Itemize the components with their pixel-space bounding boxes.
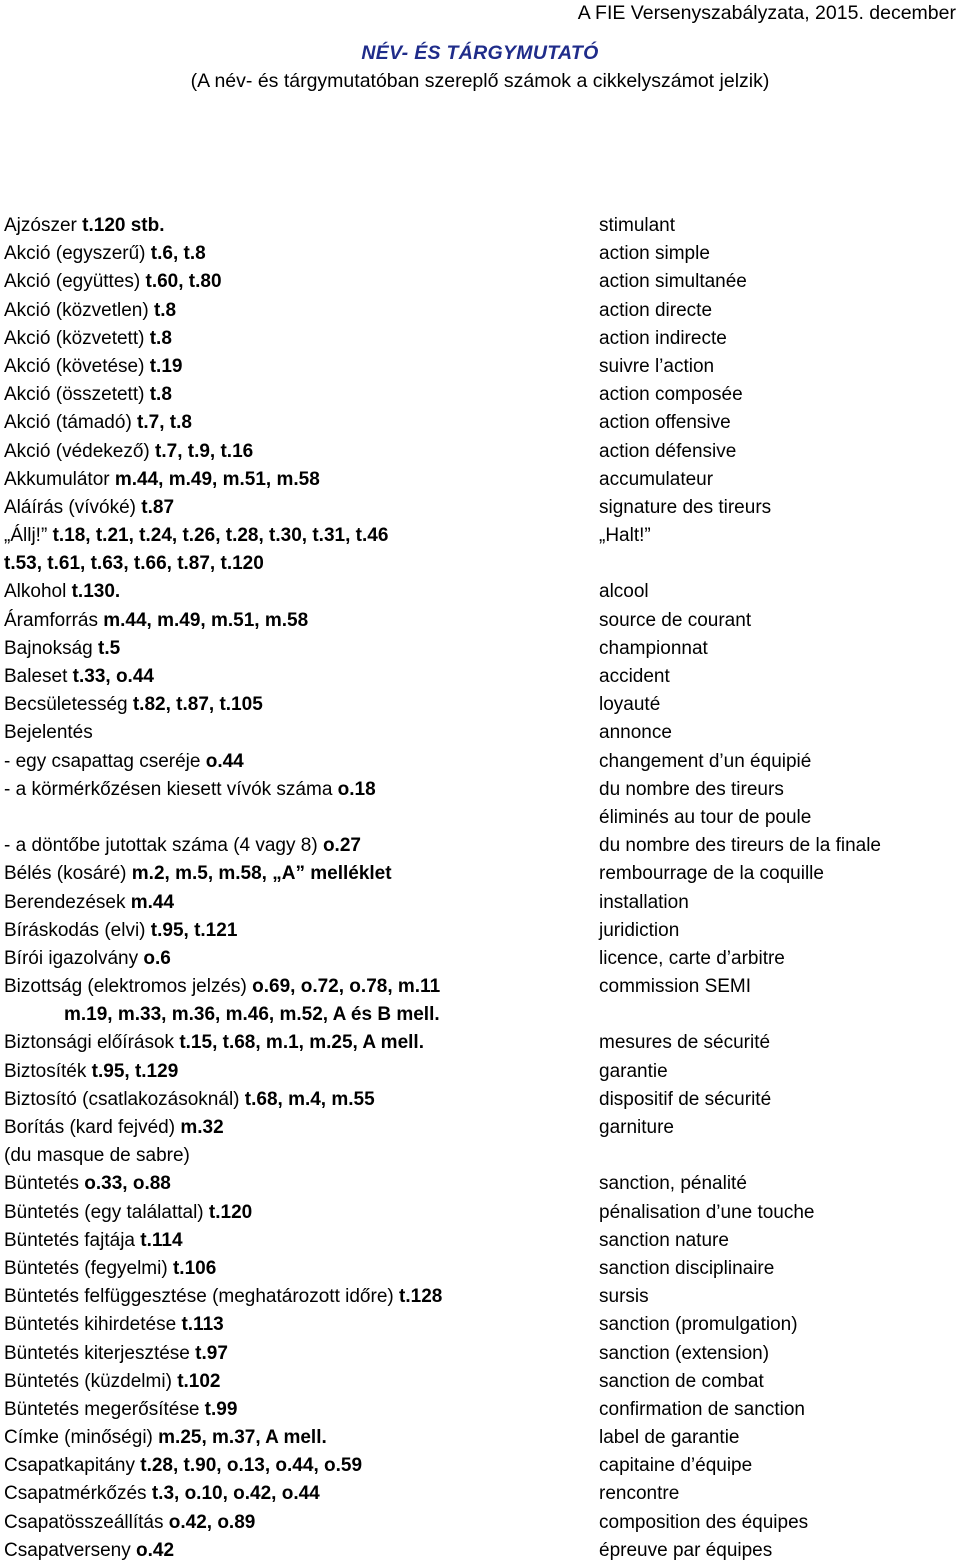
index-entry: [0, 1114, 960, 1142]
article-references: t.97: [195, 1342, 228, 1364]
french-translation: accident: [599, 666, 670, 687]
french-translation: action offensive: [599, 412, 731, 434]
article-references: t.5: [98, 637, 121, 659]
index-entry: [0, 409, 960, 437]
french-translation: signature des tireurs: [599, 496, 772, 518]
term-label: Bizottság (elektromos jelzés): [4, 976, 253, 998]
index-entry: [0, 1199, 960, 1227]
hungarian-term: [4, 1368, 221, 1396]
index-entry: [0, 691, 960, 719]
french-translation: action composée: [599, 384, 743, 406]
french-translation: sanction, pénalité: [599, 1173, 747, 1195]
article-references: t.99: [204, 1398, 238, 1420]
article-references: m.44, m.49, m.51, m.58: [103, 609, 309, 631]
index-entry: [0, 1537, 960, 1565]
hungarian-term: [4, 494, 174, 522]
index-entry: [0, 1396, 960, 1424]
hungarian-term: [4, 353, 182, 381]
index-entry: [0, 1311, 960, 1339]
hungarian-term: [4, 635, 120, 663]
hungarian-term: [4, 1170, 171, 1198]
french-translation: sanction (extension): [599, 1342, 770, 1364]
term-label: Baleset: [4, 666, 73, 687]
article-references: m.25, m.37, A mell.: [158, 1427, 327, 1449]
french-translation: stimulant: [599, 215, 676, 236]
index-entry: [0, 1142, 960, 1170]
term-label: Bélés (kosáré): [4, 863, 132, 885]
french-translation: alcool: [599, 581, 649, 603]
term-label: Akció (közvetlen): [4, 299, 154, 321]
article-references: t.114: [140, 1229, 183, 1251]
hungarian-term: [4, 607, 308, 635]
french-translation: action simple: [599, 243, 710, 265]
term-label: Bíráskodás (elvi): [4, 919, 151, 941]
article-references: t.82, t.87, t.105: [132, 694, 263, 716]
hungarian-term: [4, 297, 176, 325]
french-translation: action défensive: [599, 440, 737, 462]
hungarian-term: [4, 917, 237, 945]
hungarian-term: [4, 212, 165, 240]
french-translation: sanction de combat: [599, 1370, 764, 1392]
hungarian-term: [4, 1537, 174, 1565]
article-references: o.6: [143, 947, 171, 969]
french-translation: championnat: [599, 637, 708, 659]
article-references: t.68, m.4, m.55: [244, 1088, 375, 1110]
index-entry: [0, 212, 960, 240]
index-entry: [0, 1480, 960, 1508]
article-references: t.8: [153, 299, 177, 321]
hungarian-term: [4, 1199, 252, 1227]
hungarian-term: [4, 832, 361, 860]
hungarian-term: [4, 945, 171, 973]
term-label: (du masque de sabre): [4, 1145, 190, 1167]
french-translation: sursis: [599, 1286, 649, 1308]
article-references: t.8: [149, 384, 172, 406]
french-translation: garantie: [599, 1060, 668, 1082]
index-entry: [0, 494, 960, 522]
term-label: Berendezések: [4, 891, 131, 913]
french-translation: rembourrage de la coquille: [599, 863, 824, 885]
hungarian-term: [4, 1452, 362, 1480]
term-label: Biztosíték: [4, 1060, 92, 1082]
term-label: Büntetés: [4, 1173, 85, 1195]
article-references: t.28, t.90, o.13, o.44, o.59: [140, 1455, 363, 1477]
article-references: t.87: [141, 496, 175, 518]
hungarian-term: [4, 325, 172, 353]
term-label: Büntetés felfüggesztése (meghatározott időre): [4, 1286, 400, 1308]
term-label: Aláírás (vívóké): [4, 496, 142, 518]
article-references: t.120 stb.: [82, 215, 165, 236]
french-translation: du nombre des tireurs: [599, 778, 784, 800]
term-label: Címke (minőségi): [4, 1427, 159, 1449]
french-translation: action simultanée: [599, 271, 747, 293]
article-references: o.42, o.89: [168, 1511, 256, 1533]
hungarian-term: [4, 381, 172, 409]
term-label: Büntetés kiterjesztése: [4, 1342, 196, 1364]
index-entry: [0, 1424, 960, 1452]
hungarian-term: [4, 748, 244, 776]
article-references: t.102: [177, 1370, 221, 1392]
article-references: m.44, m.49, m.51, m.58: [114, 468, 320, 490]
article-references: t.95, t.129: [91, 1060, 179, 1082]
index-entry: [0, 578, 960, 606]
article-references: t.7, t.8: [137, 412, 192, 434]
index-entry: [0, 466, 960, 494]
hungarian-term: [4, 268, 222, 296]
term-label: Büntetés kihirdetése: [4, 1314, 182, 1336]
term-label: - a döntőbe jutottak száma (4 vagy 8): [4, 835, 323, 857]
hungarian-term: [4, 438, 253, 466]
term-label: Akció (támadó): [4, 412, 138, 434]
hungarian-term: [4, 1114, 224, 1142]
hungarian-term: [4, 860, 392, 888]
index-entry: [0, 1086, 960, 1114]
index-entry: [0, 804, 960, 832]
index-entry: [0, 945, 960, 973]
french-translation: label de garantie: [599, 1427, 740, 1449]
document-reference: A FIE Versenyszabályzata, 2015. december: [577, 2, 956, 24]
term-label: Akció (közvetett): [4, 327, 150, 349]
hungarian-term: [4, 550, 264, 578]
french-translation: du nombre des tireurs de la finale: [599, 835, 881, 857]
article-references: m.32: [180, 1117, 224, 1138]
term-label: Büntetés (egy találattal): [4, 1201, 209, 1223]
hungarian-term: [4, 1227, 183, 1255]
term-label: Büntetés fajtája: [4, 1229, 141, 1251]
term-label: Bejelentés: [4, 722, 93, 744]
article-references: t.60, t.80: [145, 271, 222, 293]
french-translation: éliminés au tour de poule: [599, 806, 812, 828]
term-label: Csapatmérkőzés: [4, 1483, 152, 1505]
french-translation: juridiction: [599, 919, 680, 941]
term-label: Büntetés (fegyelmi): [4, 1257, 173, 1279]
index-entry: [0, 1227, 960, 1255]
article-references: t.15, t.68, m.1, m.25, A mell.: [179, 1032, 424, 1054]
term-label: Akció (együttes): [4, 271, 146, 293]
hungarian-term: [4, 1255, 216, 1283]
term-label: Csapatösszeállítás: [4, 1511, 169, 1533]
article-references: t.8: [149, 327, 172, 349]
term-label: Csapatverseny: [4, 1539, 137, 1561]
term-label: Áramforrás: [4, 609, 104, 631]
term-label: Becsületesség: [4, 694, 133, 716]
term-label: Alkohol: [4, 581, 72, 603]
index-entry: [0, 917, 960, 945]
term-label: Borítás (kard fejvéd): [4, 1117, 181, 1138]
french-translation: rencontre: [599, 1483, 680, 1505]
hungarian-term: [4, 719, 93, 747]
french-translation: „Halt!”: [599, 525, 651, 547]
french-translation: accumulateur: [599, 468, 714, 490]
article-references: t.7, t.9, t.16: [155, 440, 254, 462]
index-entry: [0, 1170, 960, 1198]
index-entry: [0, 607, 960, 635]
article-references: t.19: [149, 355, 183, 377]
french-translation: composition des équipes: [599, 1511, 809, 1533]
article-references: t.3, o.10, o.42, o.44: [151, 1483, 320, 1505]
page-title: NÉV- ÉS TÁRGYMUTATÓ: [361, 42, 599, 64]
article-references: o.27: [322, 835, 361, 857]
article-references: t.128: [399, 1286, 443, 1308]
french-translation: mesures de sécurité: [599, 1032, 771, 1054]
term-label: - egy csapattag cseréje: [4, 750, 206, 772]
article-references: t.130.: [71, 581, 121, 603]
article-references: o.42: [136, 1539, 175, 1561]
french-translation: sanction nature: [599, 1229, 729, 1251]
hungarian-term: [4, 1283, 442, 1311]
article-references: m.19, m.33, m.36, m.46, m.52, A és B mell.: [64, 1004, 440, 1026]
french-translation: installation: [599, 891, 689, 913]
hungarian-term: [4, 409, 192, 437]
hungarian-term: [4, 973, 440, 1001]
index-entry: [0, 1509, 960, 1537]
french-translation: loyauté: [599, 694, 661, 716]
index-entry: [0, 522, 960, 550]
french-translation: dispositif de sécurité: [599, 1088, 772, 1110]
hungarian-term: [4, 776, 376, 804]
french-translation: source de courant: [599, 609, 752, 631]
french-translation: garniture: [599, 1117, 674, 1138]
french-translation: sanction disciplinaire: [599, 1257, 775, 1279]
article-references: t.33, o.44: [72, 666, 154, 687]
term-label: Akció (védekező): [4, 440, 156, 462]
hungarian-term: [4, 1509, 255, 1537]
term-label: Csapatkapitány: [4, 1455, 141, 1477]
hungarian-term: [4, 1142, 190, 1170]
hungarian-term: [64, 1001, 440, 1029]
article-references: t.120: [208, 1201, 253, 1223]
term-label: Bajnokság: [4, 637, 99, 659]
hungarian-term: [4, 240, 206, 268]
french-translation: commission SEMI: [599, 976, 752, 998]
index-entry: [0, 1058, 960, 1086]
index-entry: [0, 1029, 960, 1057]
index-entry: [0, 748, 960, 776]
index-entry: [0, 860, 960, 888]
article-references: o.18: [337, 778, 376, 800]
index-entry: [0, 1001, 960, 1029]
french-translation: confirmation de sanction: [599, 1398, 805, 1420]
index-entry: [0, 550, 960, 578]
index-entry: [0, 325, 960, 353]
hungarian-term: [4, 1311, 224, 1339]
hungarian-term: [4, 1086, 375, 1114]
term-label: Akció (követése): [4, 355, 150, 377]
hungarian-term: [4, 691, 263, 719]
index-entry: [0, 297, 960, 325]
index-entry: [0, 438, 960, 466]
hungarian-term: [4, 1424, 327, 1452]
hungarian-term: [4, 1480, 320, 1508]
article-references: t.113: [181, 1314, 224, 1336]
index-list: [0, 212, 960, 1565]
index-entry: [0, 381, 960, 409]
index-entry: [0, 1340, 960, 1368]
index-entry: [0, 1283, 960, 1311]
hungarian-term: [4, 663, 154, 691]
hungarian-term: [4, 578, 120, 606]
french-translation: épreuve par équipes: [599, 1539, 773, 1561]
article-references: t.53, t.61, t.63, t.66, t.87, t.120: [4, 553, 264, 575]
french-translation: sanction (promulgation): [599, 1314, 798, 1336]
french-translation: suivre l’action: [599, 355, 715, 377]
term-label: Akció (egyszerű): [4, 243, 151, 265]
index-entry: [0, 353, 960, 381]
article-references: o.44: [205, 750, 244, 772]
article-references: t.6, t.8: [150, 243, 206, 265]
french-translation: licence, carte d’arbitre: [599, 947, 785, 969]
hungarian-term: [4, 1029, 424, 1057]
article-references: o.69, o.72, o.78, m.11: [252, 976, 441, 998]
term-label: Akkumulátor: [4, 468, 115, 490]
french-translation: changement d’un équipié: [599, 750, 812, 772]
index-entry: [0, 1368, 960, 1396]
index-entry: [0, 719, 960, 747]
hungarian-term: [4, 1058, 178, 1086]
index-entry: [0, 663, 960, 691]
hungarian-term: [4, 466, 320, 494]
page-subtitle: (A név- és tárgymutatóban szereplő számok a cikkelyszámot jelzik): [190, 70, 770, 92]
term-label: Biztonsági előírások: [4, 1032, 180, 1054]
index-entry: [0, 776, 960, 804]
article-references: t.18, t.21, t.24, t.26, t.28, t.30, t.31, t.46: [52, 525, 389, 547]
french-translation: action directe: [599, 299, 713, 321]
article-references: t.106: [172, 1257, 217, 1279]
term-label: „Állj!”: [4, 525, 53, 547]
hungarian-term: [4, 1396, 237, 1424]
index-entry: [0, 240, 960, 268]
term-label: - a körmérkőzésen kiesett vívók száma: [4, 778, 338, 800]
index-entry: [0, 1452, 960, 1480]
french-translation: capitaine d’équipe: [599, 1455, 753, 1477]
article-references: m.44: [130, 891, 175, 913]
article-references: o.33, o.88: [84, 1173, 171, 1195]
index-entry: [0, 973, 960, 1001]
article-references: m.2, m.5, m.58, „A” melléklet: [131, 863, 392, 885]
french-translation: action indirecte: [599, 327, 727, 349]
term-label: Bírói igazolvány: [4, 947, 144, 969]
article-references: t.95, t.121: [150, 919, 238, 941]
french-translation: annonce: [599, 722, 672, 744]
hungarian-term: [4, 889, 174, 917]
index-entry: [0, 1255, 960, 1283]
index-entry: [0, 268, 960, 296]
index-entry: [0, 889, 960, 917]
index-entry: [0, 635, 960, 663]
term-label: Ajzószer: [4, 215, 83, 236]
term-label: Akció (összetett): [4, 384, 150, 406]
hungarian-term: [4, 1340, 228, 1368]
hungarian-term: [4, 522, 388, 550]
index-entry: [0, 832, 960, 860]
term-label: Biztosító (csatlakozásoknál): [4, 1088, 245, 1110]
term-label: Büntetés megerősítése: [4, 1398, 205, 1420]
french-translation: pénalisation d’une touche: [599, 1201, 815, 1223]
term-label: Büntetés (küzdelmi): [4, 1370, 178, 1392]
